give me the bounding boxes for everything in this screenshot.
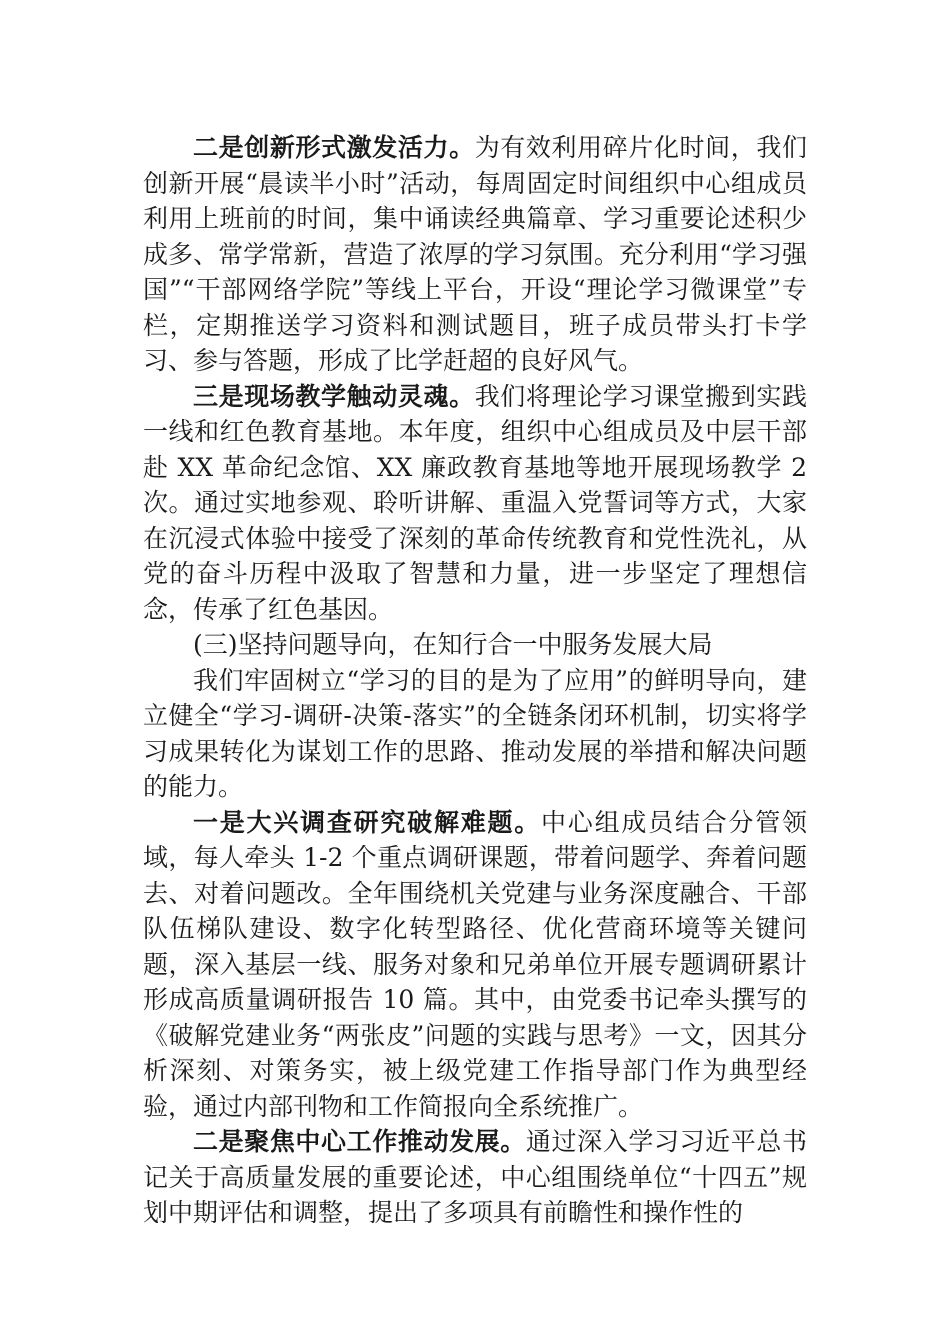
paragraph-lead: 三是现场教学触动灵魂。 (193, 381, 475, 411)
paragraph-problem-orientation (143, 663, 807, 805)
paragraph-text: 我们牢固树立“学习的目的是为了应用”的鲜明导向，建立健全“学习-调研-决策-落实”的全链条闭环机制，切实将学习成果转化为谋划工作的思路、推动发展的举措和解决问题的能力。 (143, 665, 807, 801)
paragraph-central-work (143, 1124, 807, 1231)
paragraph-text: 我们将理论学习课堂搬到实践一线和红色教育基地。本年度，组织中心组成员及中层干部赴 XX 革命纪念馆、XX 廉政教育基地等地开展现场教学 2 次。通过实地参观、聆听讲解、重温入党誓词等方式，大家在沉浸式体验中接受了深刻的革命传统教育和党性洗礼，从党的奋斗历程中汲取了智慧和力量，进一步坚定了理想信念，传承了红色基因。 (143, 381, 807, 624)
section-heading: (三)坚持问题导向，在知行合一中服务发展大局 (193, 630, 713, 659)
paragraph-text: 中心组成员结合分管领域，每人牵头 1-2 个重点调研课题，带着问题学、奔着问题去、对着问题改。全年围绕机关党建与业务深度融合、干部队伍梯队建设、数字化转型路径、优化营商环境等关键问题，深入基层一线、服务对象和兄弟单位开展专题调研累计形成高质量调研报告 10 篇。其中，由党委书记牵头撰写的《破解党建业务“两张皮”问题的实践与思考》一文，因其分析深刻、对策务实，被上级党建工作指导部门作为典型经验，通过内部刊物和工作简报向全系统推广。 (143, 807, 807, 1121)
paragraph-research (143, 805, 807, 1125)
paragraph-lead: 二是聚焦中心工作推动发展。 (193, 1127, 526, 1156)
document-page (143, 130, 807, 1231)
paragraph-text: 为有效利用碎片化时间，我们创新开展“晨读半小时”活动，每周固定时间组织中心组成员利用上班前的时间，集中诵读经典篇章、学习重要论述积少成多、常学常新，营造了浓厚的学习氛围。充分利用“学习强国”“干部网络学院”等线上平台，开设“理论学习微课堂”专栏，定期推送学习资料和测试题目，班子成员带头打卡学习、参与答题，形成了比学赶超的良好风气。 (143, 133, 807, 375)
paragraph-text: 通过深入学习习近平总书记关于高质量发展的重要论述，中心组围绕单位“十四五”规划中期评估和调整，提出了多项具有前瞻性和操作性的 (143, 1127, 807, 1227)
paragraph-lead: 一是大兴调查研究破解难题。 (193, 807, 542, 837)
paragraph-lead: 二是创新形式激发活力。 (193, 133, 475, 162)
paragraph-onsite-teaching (143, 379, 807, 628)
paragraph-innovate-forms (143, 130, 807, 379)
